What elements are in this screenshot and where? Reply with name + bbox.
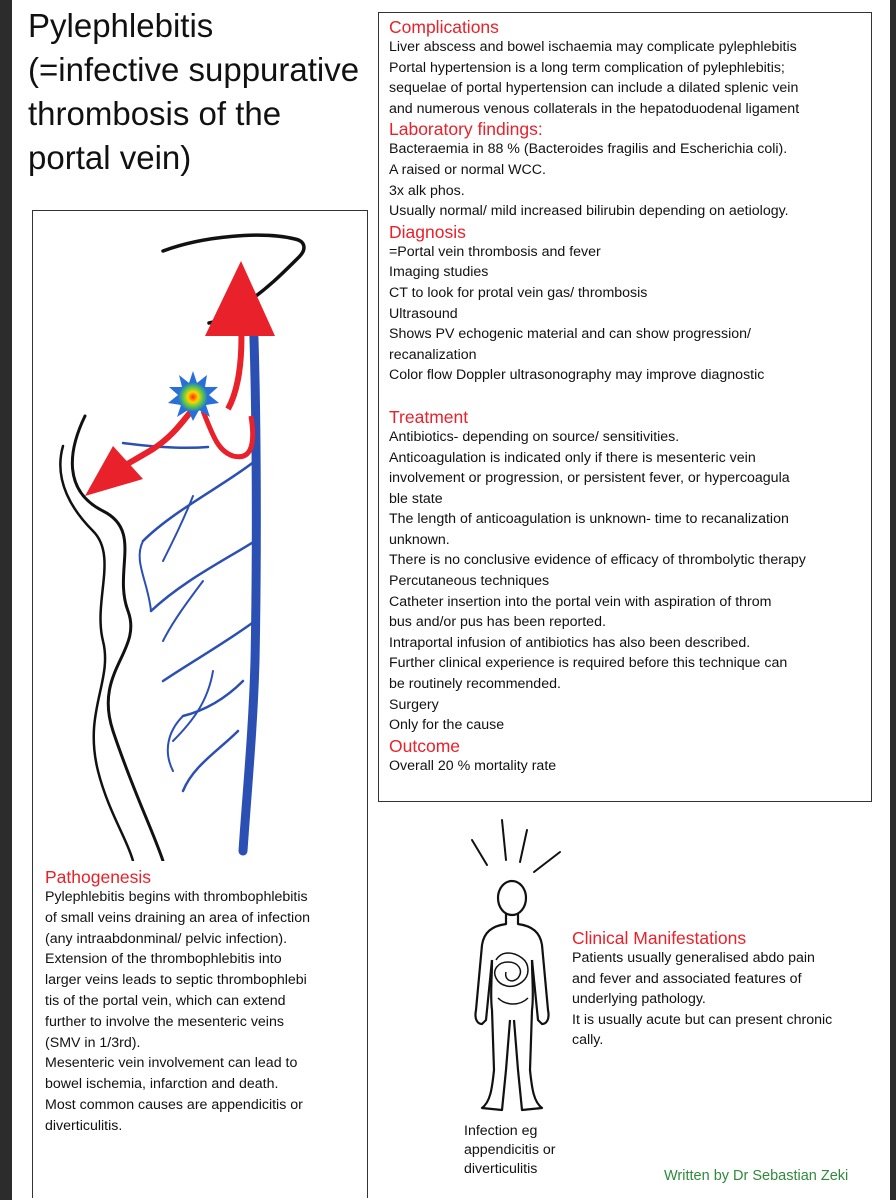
outcome-heading: Outcome: [389, 735, 460, 756]
text-line: (any intraabdonminal/ pelvic infection).: [45, 930, 288, 947]
text-line: CT to look for protal vein gas/ thrombosis: [389, 284, 648, 301]
text-line: Percutaneous techniques: [389, 573, 550, 590]
poster-page: [12, 0, 890, 1200]
text-line: Surgery: [389, 696, 439, 713]
text-line: Patients usually generalised abdo pain: [572, 950, 815, 966]
text-line: A raised or normal WCC.: [389, 161, 546, 178]
text-line: underlying pathology.: [572, 991, 706, 1008]
title-line: (=infective suppurative: [28, 51, 360, 88]
text-line: cally.: [572, 1032, 604, 1049]
text-line: Usually normal/ mild increased bilirubin depending on aetiology.: [389, 203, 789, 220]
text-line: Overall 20 % mortality rate: [389, 757, 557, 774]
text-line: Extension of the thrombophlebitis into: [45, 951, 282, 968]
title-line: Pylephlebitis: [28, 7, 214, 44]
diagnosis-heading: Diagnosis: [389, 221, 466, 242]
text-line: Pylephlebitis begins with thrombophlebitis: [45, 889, 308, 905]
text-line: Only for the cause: [389, 717, 505, 734]
text-line: Bacteraemia in 88 % (Bacteroides fragilis and Escherichia coli).: [389, 141, 788, 158]
caption-line: diverticulitis: [464, 1161, 538, 1177]
portal-vein-illustration: [33, 211, 368, 861]
diagnosis-section: [389, 222, 872, 386]
mesenteric-veins: [123, 443, 255, 791]
text-line: Portal hypertension is a long term complication of pylephlebitis;: [389, 59, 785, 76]
caption-line: Infection eg: [464, 1123, 538, 1139]
text-line: larger veins leads to septic thrombophlebi: [45, 972, 307, 989]
text-line: Liver abscess and bowel ischaemia may complicate pylephlebitis: [389, 39, 797, 55]
text-line: bowel ischemia, infarction and death.: [45, 1076, 279, 1093]
text-line: The length of anticoagulation is unknown- time to recanalization: [389, 511, 789, 528]
lab-heading: Laboratory findings:: [389, 119, 543, 140]
text-line: tis of the portal vein, which can extend: [45, 992, 286, 1009]
pathogenesis-panel: [32, 210, 368, 1198]
text-line: Mesenteric vein involvement can lead to: [45, 1055, 298, 1072]
text-line: ble state: [389, 490, 443, 507]
lab-section: [389, 119, 872, 221]
clinical-heading: Clinical Manifestations: [572, 928, 747, 948]
infection-burst-icon: [168, 371, 219, 421]
treatment-heading: Treatment: [389, 406, 469, 427]
radiating-lines: [472, 820, 560, 872]
text-line: Shows PV echogenic material and can show progression/: [389, 326, 751, 343]
pathogenesis-section: [45, 867, 368, 1137]
text-line: diverticulitis.: [45, 1117, 123, 1134]
text-line: sequelae of portal hypertension can include a dilated splenic vein: [389, 80, 799, 97]
text-line: Most common causes are appendicitis or: [45, 1096, 303, 1113]
text-line: It is usually acute but can present chronic: [572, 1011, 833, 1028]
complications-heading: Complications: [389, 17, 499, 37]
abdominal-pain-scribble: [495, 953, 528, 1004]
info-panel: [378, 12, 872, 802]
text-line: Further clinical experience is required before this technique can: [389, 655, 788, 672]
complications-section: [389, 17, 872, 119]
human-figure-illustration: [462, 810, 572, 1120]
text-line: of small veins draining an area of infection: [45, 909, 310, 926]
pathogenesis-heading: Pathogenesis: [45, 867, 152, 887]
text-line: Catheter insertion into the portal vein with aspiration of throm: [389, 593, 772, 610]
author-credit: Written by Dr Sebastian Zeki: [664, 1168, 849, 1184]
clinical-section: [572, 928, 896, 1051]
text-line: recanalization: [389, 346, 477, 363]
text-line: Antibiotics- depending on source/ sensitivities.: [389, 428, 680, 445]
text-line: be routinely recommended.: [389, 676, 561, 693]
caption-line: appendicitis or: [464, 1142, 556, 1158]
text-line: unknown.: [389, 531, 450, 548]
poster-title: [28, 4, 388, 180]
title-line: portal vein): [28, 139, 192, 176]
text-line: Intraportal infusion of antibiotics has also been described.: [389, 634, 751, 651]
text-line: Anticoagulation is indicated only if there is mesenteric vein: [389, 449, 756, 466]
figure-caption: [464, 1122, 604, 1179]
treatment-section: [389, 407, 872, 736]
text-line: and numerous venous collaterals in the hepatoduodenal ligament: [389, 100, 800, 117]
text-line: involvement or progression, or persistent fever, or hypercoagula: [389, 470, 790, 487]
text-line: There is no conclusive evidence of efficacy of thrombolytic therapy: [389, 552, 806, 569]
portal-vein: [243, 311, 256, 851]
text-line: bus and/or pus has been reported.: [389, 614, 606, 631]
text-line: =Portal vein thrombosis and fever: [389, 243, 601, 260]
text-line: Color flow Doppler ultrasonography may improve diagnostic: [389, 367, 765, 384]
text-line: (SMV in 1/3rd).: [45, 1034, 141, 1051]
text-line: Ultrasound: [389, 305, 458, 322]
text-line: Imaging studies: [389, 264, 489, 281]
body-outline: [475, 881, 548, 1110]
outcome-section: [389, 736, 872, 777]
text-line: and fever and associated features of: [572, 970, 802, 987]
title-line: thrombosis of the: [28, 95, 282, 132]
text-line: 3x alk phos.: [389, 182, 465, 199]
text-line: further to involve the mesenteric veins: [45, 1013, 284, 1030]
